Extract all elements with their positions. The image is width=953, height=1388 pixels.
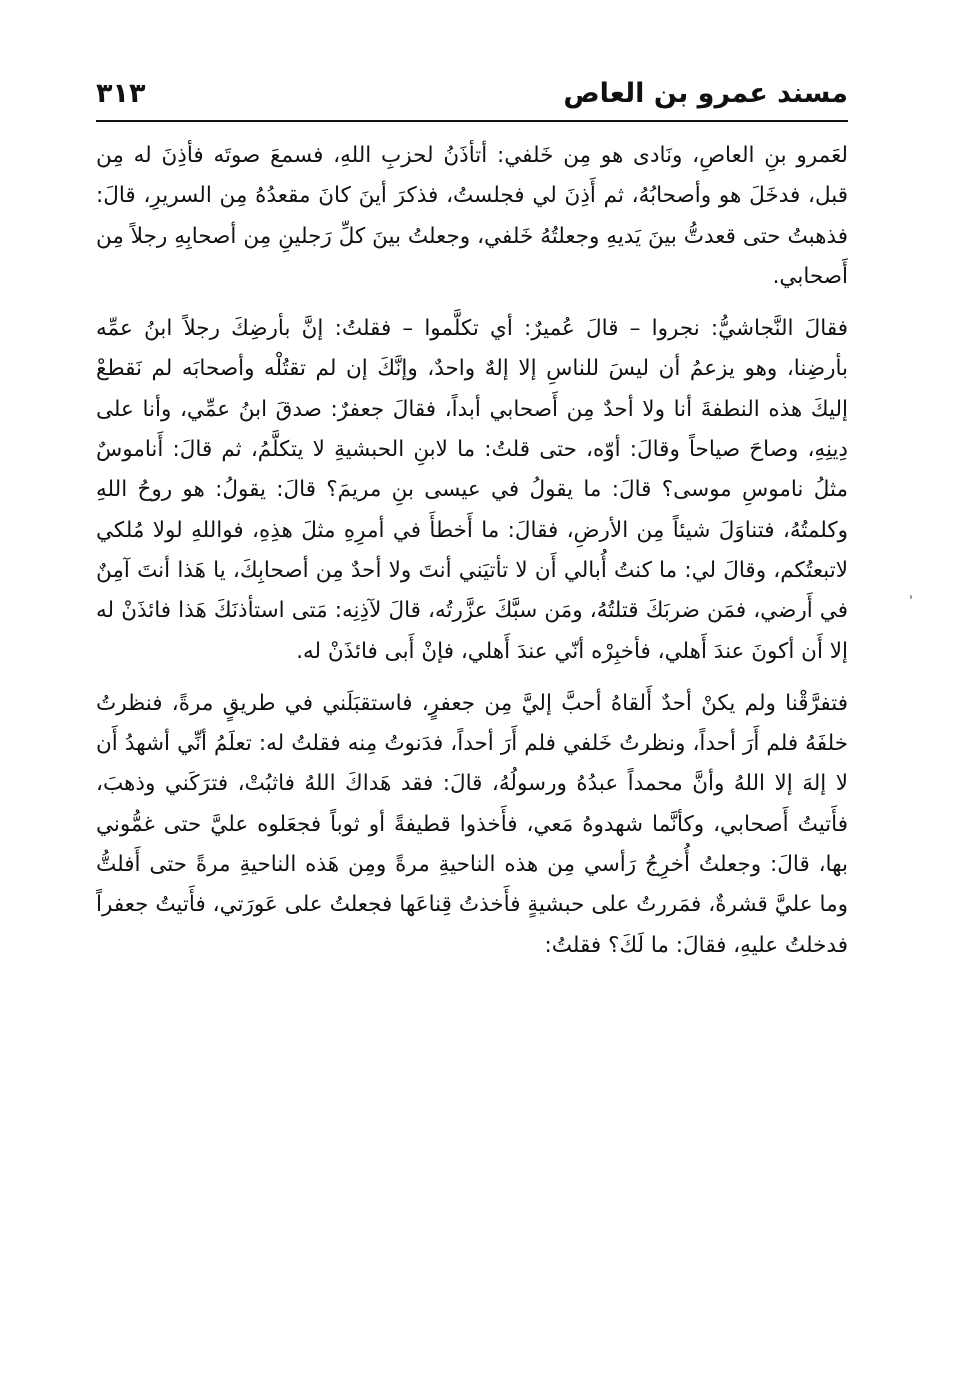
book-title: مسند عمرو بن العاص xyxy=(563,78,848,109)
page-number: ٣١٣ xyxy=(96,78,146,109)
paragraph-1: لعَمرو بنِ العاصِ، ونَادى هو مِن خَلفي: أتأذَنُ لحزبِ اللهِ، فسمعَ صوتَه فأذِنَ له مِن قبل، فدخَلَ هو وأصحابُهُ، ثم أَذِنَ لي فجلستُ، فذكرَ أينَ كانَ مقعدُهُ مِن السريرِ، قالَ: فذهبتُ حتى قعدتُّ بينَ يَديهِ وجعلتُهُ خَلفي، وجعلتُ بينَ كلِّ رَجلينِ مِن أصحابِهِ رجلاً مِن أَصحابي. xyxy=(96,143,848,289)
running-header xyxy=(96,72,848,118)
paragraph-2: فقالَ النَّجاشيُّ: نجروا – قالَ عُميرٌ: أي تكلَّموا – فقلتُ: إنَّ بأرضِكَ رجلاً ابنُ عمِّه بأرضِنا، وهو يزعمُ أن ليسَ للناسِ إلا إلهٌ واحدٌ، وإنَّكَ إن لم تقتُلْه وأصحابَه لم نَقطعْ إليكَ هذه النطفةَ أنا ولا أحدٌ مِن أَصحابي أبداً، فقالَ جعفرٌ: صدقَ ابنُ عمِّي، وأنا على دِينِهِ، وصاحَ صياحاً وقالَ: أوّه، حتى قلتُ: ما لابنِ الحبشيةِ لا يتكلَّمُ، ثم قالَ: أَناموسٌ مثلُ ناموسِ موسى؟ قالَ: ما يقولُ في عيسى بنِ مريمَ؟ قالَ: يقولُ: هو روحُ اللهِ وكلمتُهُ، فتناوَلَ شيئاً مِن الأرضِ، فقالَ: ما أَخطأَ في أمرِهِ مثلَ هذِهِ، فواللهِ لولا مُلكي لاتبعتُكم، وقالَ لي: ما كنتُ أُبالي أَن لا تأتيَني أنتَ ولا أحدٌ مِن أصحابِكَ، يا هَذا أنتَ آمِنٌ في أَرضي، فمَن ضربَكَ قتلتُهُ، ومَن سبَّكَ عزَّرتُه، قالَ لآذِنِه: مَتى استأذنَكَ هَذا فائذَنْ له إلا أَن أكونَ عندَ أَهلي، فأخبِرْه أنّي عندَ أَهلي، فإنْ أَبى فائذَنْ له. xyxy=(96,316,848,664)
header-rule xyxy=(96,120,848,122)
scan-artifact xyxy=(910,595,912,599)
page-body xyxy=(96,136,848,966)
paragraph-3: فتفرَّقْنا ولم يكنْ أحدٌ أَلقاهُ أحبَّ إليَّ مِن جعفرٍ، فاستقبَلَني في طريقٍ مرةً، فنظرتُ خلفَهُ فلم أَرَ أحداً، ونظرتُ خَلفي فلم أَرَ أحداً، فدَنوتُ مِنه فقلتُ له: تعلَمُ أنِّي أشهدُ أَن لا إلهَ إلا اللهُ وأنَّ محمداً عبدُهُ ورسولُهُ، قالَ: فقد هَداكَ اللهُ فاثبُتْ، فترَكَني وذهبَ، فأَتيتُ أَصحابي، وكأنَّما شهدوهُ مَعي، فأَخذوا قطيفةً أو ثوباً فجعَلوه عليَّ حتى غمُّوني بها، قالَ: وجعلتُ أُخرِجُ رَأسي مِن هذه الناحيةِ مرةً ومِن هَذه الناحيةِ مرةً حتى أَفلتُّ وما عليَّ قشرةٌ، فمَررتُ على حبشيةٍ فأَخذتُ قِناعَها فجعلتُ على عَورَتي، فأَتيتُ جعفراً فدخلتُ عليهِ، فقالَ: ما لَكَ؟ فقلتُ: xyxy=(96,690,848,958)
